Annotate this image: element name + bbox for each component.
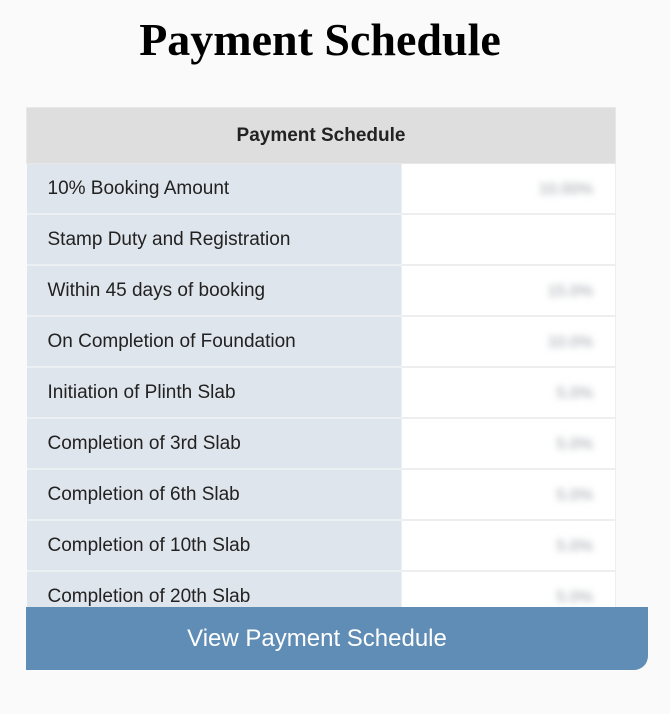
value-cell — [401, 265, 616, 316]
value-cell — [401, 367, 616, 418]
table-header: Payment Schedule — [27, 108, 616, 164]
stage-cell: Completion of 3rd Slab — [27, 418, 402, 469]
value-cell — [401, 418, 616, 469]
table-header-row — [27, 108, 616, 164]
page-title: Payment Schedule — [139, 14, 501, 65]
stage-cell: 10% Booking Amount — [27, 164, 402, 215]
blurred-value: 5.0% — [556, 537, 593, 555]
table-row — [27, 316, 616, 367]
table-row — [27, 418, 616, 469]
stage-cell: Completion of 10th Slab — [27, 520, 402, 571]
blurred-value: 5.0% — [556, 435, 593, 453]
table-row — [27, 469, 616, 520]
blurred-value: 5.0% — [556, 486, 593, 504]
stage-cell: Completion of 20th Slab — [27, 571, 402, 607]
value-cell — [401, 164, 616, 215]
table-row — [27, 164, 616, 215]
blurred-value: 5.0% — [556, 588, 593, 606]
stage-cell: On Completion of Foundation — [27, 316, 402, 367]
table-row — [27, 214, 616, 265]
value-cell — [401, 571, 616, 607]
view-payment-schedule-button[interactable]: View Payment Schedule — [26, 607, 648, 670]
blurred-value: 15.0% — [547, 282, 593, 300]
payment-schedule-table-container — [26, 107, 616, 607]
stage-cell: Initiation of Plinth Slab — [27, 367, 402, 418]
blurred-value: 10.00% — [538, 180, 593, 198]
value-cell — [401, 520, 616, 571]
payment-schedule-table — [26, 107, 616, 607]
blurred-value: 10.0% — [547, 333, 593, 351]
value-cell — [401, 214, 616, 265]
stage-cell: Stamp Duty and Registration — [27, 214, 402, 265]
stage-cell: Within 45 days of booking — [27, 265, 402, 316]
table-row — [27, 520, 616, 571]
stage-cell: Completion of 6th Slab — [27, 469, 402, 520]
table-row — [27, 571, 616, 607]
table-row — [27, 265, 616, 316]
table-row — [27, 367, 616, 418]
value-cell — [401, 316, 616, 367]
value-cell — [401, 469, 616, 520]
blurred-value: 5.0% — [556, 384, 593, 402]
